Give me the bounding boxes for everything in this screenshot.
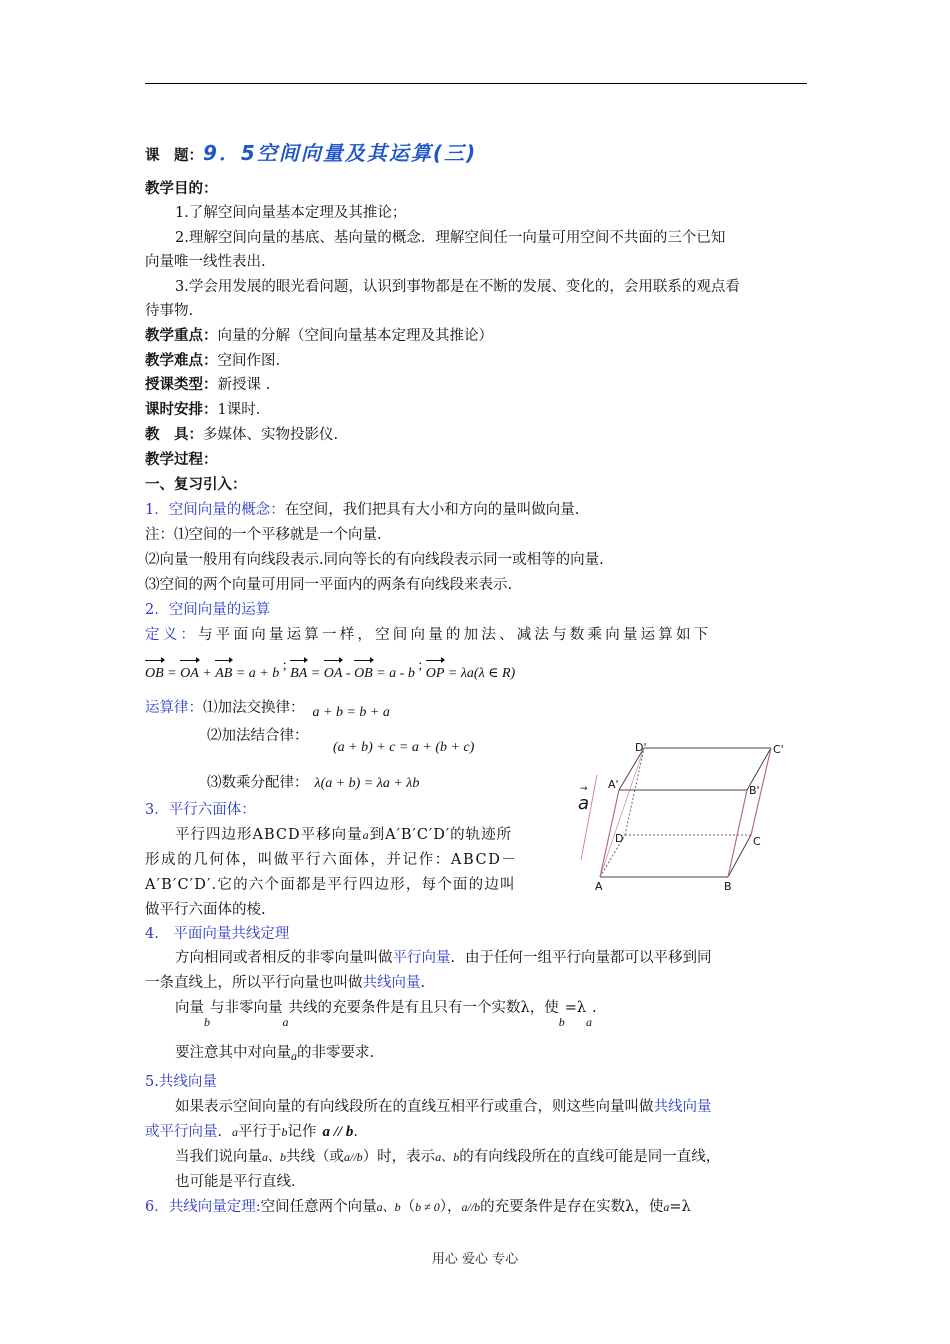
s5-2b: 平行于 xyxy=(238,1124,282,1140)
note-3: ⑶空间的两个向量可用同一平面内的两条有向线段来表示. xyxy=(145,577,513,593)
review-heading: 一、复习引入： xyxy=(145,477,247,493)
objective-2a: 2.理解空间向量的基底、基向量的概念．理解空间任一向量可用空间不共面的三个已知 xyxy=(175,230,726,246)
key-label: 教学重点： xyxy=(145,328,218,344)
edge-A1D1 xyxy=(619,748,644,790)
s4-line-1 xyxy=(175,948,712,968)
vec-BA: BA xyxy=(290,664,307,684)
s5-2-formula: a // b xyxy=(322,1124,354,1140)
law1-formula: a + b = b + a xyxy=(312,705,390,720)
para-vec-a: a xyxy=(362,828,370,842)
objective-2b: 向量唯一线性表出. xyxy=(145,254,266,270)
objectives-heading: 教学目的： xyxy=(145,181,218,197)
law-2 xyxy=(207,726,309,746)
s5-line-4: 也可能是平行直线． xyxy=(175,1174,306,1190)
para-line-3: A′B′C′D′.它的六个面都是平行四边形，每个面的边叫 xyxy=(145,877,516,893)
s6-bn: b ≠ 0 xyxy=(415,1200,440,1214)
s4-3-a2: a xyxy=(586,1015,593,1029)
lesson-hours xyxy=(145,400,260,420)
diff-label: 教学难点： xyxy=(145,353,218,369)
s5-term-parallel: 或平行向量 xyxy=(145,1124,218,1140)
s6-f: a//b xyxy=(461,1200,481,1214)
s6-4: 的充要条件是存在实数λ，使 xyxy=(480,1199,664,1215)
vector-a-label: a xyxy=(578,793,590,814)
s5-2d: ． xyxy=(353,1124,368,1140)
key-points xyxy=(145,326,493,346)
header-rule xyxy=(145,83,807,84)
s6-3: ）， xyxy=(439,1199,462,1215)
s4-3a: 向量 xyxy=(175,1000,204,1016)
s4-line-2 xyxy=(145,973,435,993)
hours-label: 课时安排： xyxy=(145,402,218,418)
vertex-A: A xyxy=(595,880,603,893)
s4-4-a: a xyxy=(291,1049,297,1063)
law1-name: ⑴加法交换律： xyxy=(203,700,305,716)
difficult-points xyxy=(145,351,280,371)
f2-rhs: = a - b xyxy=(376,666,415,681)
s4-3b: 与非零向量 xyxy=(210,1000,283,1016)
vertex-A1: A' xyxy=(608,778,619,791)
s5-3-ab2: a、b xyxy=(435,1150,460,1164)
s5-3-f: a//b xyxy=(344,1150,363,1164)
s4-3-b2: b xyxy=(558,1015,565,1029)
s5-2-b: b xyxy=(281,1125,288,1139)
s5-1a: 如果表示空间向量的有向线段所在的直线互相平行或重合，则这些向量叫做 xyxy=(175,1099,654,1115)
tools-value: 多媒体、实物投影仪. xyxy=(203,427,339,443)
s4-3-a: a xyxy=(282,1015,289,1029)
s5-3c: ）时，表示 xyxy=(362,1149,436,1165)
para-line-2: 形成的几何体，叫做平行六面体，并记作：ABCD－ xyxy=(145,852,518,868)
vertex-B: B xyxy=(724,880,732,893)
note-1: 注：⑴空间的一个平移就是一个向量. xyxy=(145,527,382,543)
s4-3-b: b xyxy=(204,1015,210,1029)
s4-line-4 xyxy=(175,1043,374,1063)
section-5: 5.共线向量 xyxy=(145,1074,217,1090)
vec-OA-2: OA xyxy=(324,664,343,684)
law-3 xyxy=(207,773,419,794)
section-1 xyxy=(145,500,579,520)
s5-line-3 xyxy=(175,1147,720,1167)
section-3: 3．平行六面体： xyxy=(145,802,256,818)
def-text: 与平面向量运算一样，空间向量的加法、减法与数乘向量运算如下 xyxy=(198,627,712,643)
type-label: 授课类型： xyxy=(145,377,218,393)
term-collinear-vector: 共线向量 xyxy=(362,975,421,991)
vertex-D1: D' xyxy=(635,741,647,754)
f1-rhs: = a + b xyxy=(235,666,280,681)
law-label: 运算律： xyxy=(145,700,203,716)
s6-2: （ xyxy=(400,1199,416,1215)
vertex-C: C xyxy=(753,835,761,848)
objective-3a: 3.学会用发展的眼光看问题，认识到事物都是在不断的发展、变化的，会用联系的观点看 xyxy=(175,279,740,295)
page-footer: 用心 爱心 专心 xyxy=(431,1252,519,1267)
s1-text: 在空间，我们把具有大小和方向的量叫做向量. xyxy=(284,502,580,518)
vec-OA: OA xyxy=(180,664,199,684)
section-2: 2．空间向量的运算 xyxy=(145,602,271,618)
process-heading: 教学过程： xyxy=(145,452,218,468)
type-value: 新授课 . xyxy=(217,377,271,393)
lesson-type xyxy=(145,375,270,395)
s1-label: 1．空间向量的概念： xyxy=(145,502,285,518)
vec-AB: AB xyxy=(215,664,232,684)
s6-ab: a、b xyxy=(376,1200,401,1214)
s4-3c: 共线的充要条件是有且只有一个实数λ，使 xyxy=(288,1000,559,1016)
law3-formula: λ(a + b) = λa + λb xyxy=(314,776,420,791)
title-label: 课 题： xyxy=(145,148,203,164)
vec-OB: OB xyxy=(145,664,164,684)
s6-a: a xyxy=(663,1200,670,1214)
note-2: ⑵向量一般用有向线段表示.同向等长的有向线段表示同一或相等的向量. xyxy=(145,552,604,568)
def-label: 定义： xyxy=(145,627,199,643)
para-1b: 到A′B′C′D′的轨迹所 xyxy=(369,827,513,843)
para-1a: 平行四边形ABCD平移向量 xyxy=(175,827,363,843)
s5-term-collinear: 共线向量 xyxy=(653,1099,712,1115)
lesson-title xyxy=(145,140,477,169)
f3-rhs: = λa(λ ∈ R) xyxy=(447,666,516,681)
s5-line-2 xyxy=(145,1122,368,1142)
law2-name: ⑵加法结合律： xyxy=(207,728,309,744)
s5-3a: 当我们说向量 xyxy=(175,1149,262,1165)
diff-value: 空间作图. xyxy=(217,353,281,369)
vec-OB-2: OB xyxy=(354,664,373,684)
s6-5: =λ xyxy=(669,1199,691,1215)
section-4: 4. 平面向量共线定理 xyxy=(145,926,290,942)
law2-formula: (a + b) + c = a + (b + c) xyxy=(333,740,475,755)
objective-3b: 待事物. xyxy=(145,303,194,319)
law3-name: ⑶数乘分配律： xyxy=(207,775,309,791)
vertex-D: D xyxy=(615,832,624,845)
vector-a-arrow: → xyxy=(580,784,588,794)
s4-2b: ． xyxy=(420,975,435,991)
s4-4a: 要注意其中对向量 xyxy=(175,1045,291,1061)
term-parallel-vector: 平行向量 xyxy=(392,950,451,966)
hours-value: 1课时. xyxy=(217,402,261,418)
parallelepiped-figure xyxy=(573,735,803,895)
law-1 xyxy=(145,698,390,719)
translate-BB1 xyxy=(728,790,747,877)
s5-2a: ． xyxy=(217,1124,232,1140)
s4-1b: ．由于任何一组平行向量都可以平移到同 xyxy=(450,950,712,966)
s6-label: 6．共线向量定理: xyxy=(145,1199,261,1215)
definition-line xyxy=(145,625,807,645)
para-line-1 xyxy=(175,825,512,845)
vertex-B1: B' xyxy=(749,784,760,797)
s4-2a: 一条直线上，所以平行向量也叫做 xyxy=(145,975,363,991)
s4-line-3 xyxy=(175,998,597,1029)
edge-BC xyxy=(728,835,751,877)
teaching-tools xyxy=(145,425,338,445)
s5-3d: 的有向线段所在的直线可能是同一直线， xyxy=(459,1149,721,1165)
s4-3e: . xyxy=(592,1000,597,1016)
translate-diag xyxy=(600,748,644,877)
section-6 xyxy=(145,1197,691,1217)
s4-4b: 的非零要求. xyxy=(297,1045,375,1061)
s5-3-ab: a、b xyxy=(262,1150,287,1164)
key-value: 向量的分解（空间向量基本定理及其推论） xyxy=(217,328,493,344)
objective-1: 1.了解空间向量基本定理及其推论； xyxy=(175,205,407,221)
s4-3d: =λ xyxy=(564,1000,587,1016)
title-value: 9．5空间向量及其运算(三) xyxy=(203,141,478,165)
para-line-4: 做平行六面体的棱. xyxy=(145,902,266,918)
s5-3b: 共线（或 xyxy=(286,1149,345,1165)
s6-1: 空间任意两个向量 xyxy=(260,1199,377,1215)
s5-line-1 xyxy=(175,1097,712,1117)
tools-label: 教 具： xyxy=(145,427,203,443)
edge-DD1 xyxy=(625,748,644,835)
s4-1a: 方向相同或者相反的非零向量叫做 xyxy=(175,950,393,966)
s5-2-a: a xyxy=(232,1125,238,1139)
vertex-C1: C' xyxy=(773,743,784,756)
vec-OP: OP xyxy=(426,664,445,684)
s5-2c: 记作 xyxy=(287,1124,317,1140)
vector-formulas: OB = OA + AB = a + b ; BA = OA - OB = a - b ; OP = λa(λ ∈ R) xyxy=(145,664,515,684)
